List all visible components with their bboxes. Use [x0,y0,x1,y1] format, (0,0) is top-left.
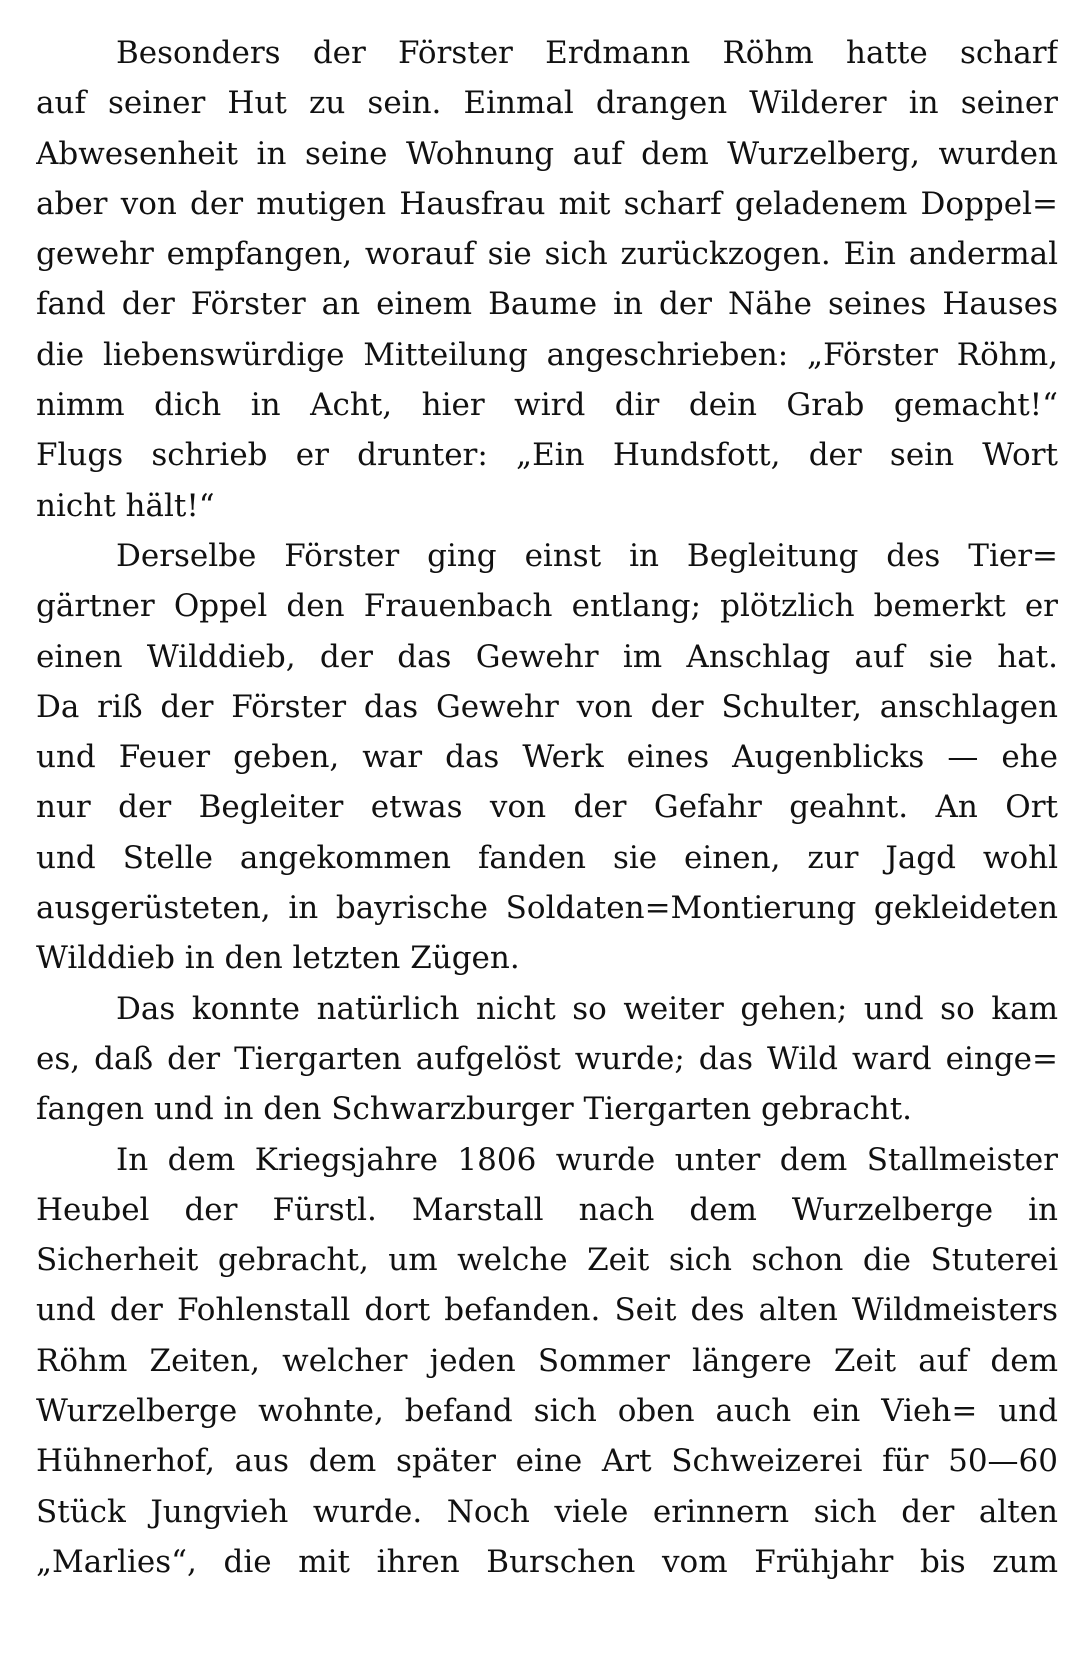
text-line: Wurzelberge wohnte, befand sich oben auch ein Vieh= und [36,1393,1058,1430]
text-line: und Stelle angekommen fanden sie einen, zur Jagd wohl [36,839,1058,876]
text-line: Wilddieb in den letzten Zügen. [36,940,520,977]
text-line: Abwesenheit in seine Wohnung auf dem Wurzelberg, wurden [36,135,1058,172]
text-line: Besonders der Förster Erdmann Röhm hatte scharf [116,35,1058,71]
text-line: Das konnte natürlich nicht so weiter gehen; und so kam [116,990,1058,1027]
text-line: nimm dich in Acht, hier wird dir dein Grab gemacht!“ [36,387,1058,424]
text-line: es, daß der Tiergarten aufgelöst wurde; das Wild ward einge= [36,1040,1058,1077]
paragraph-2 [36,531,1058,984]
text-line: Hühnerhof, aus dem später eine Art Schweizerei für 50—60 [36,1443,1058,1480]
text-line: nicht hält!“ [36,487,215,524]
text-line: aber von der mutigen Hausfrau mit scharf geladenem Doppel= [36,185,1058,222]
text-line: Derselbe Förster ging einst in Begleitung des Tier= [116,537,1058,574]
text-line: Da riß der Förster das Gewehr von der Schulter, anschlagen [36,688,1058,725]
paragraph-4 [36,1135,1058,1588]
text-line: Röhm Zeiten, welcher jeden Sommer längere Zeit auf dem [36,1342,1058,1379]
text-line: und der Fohlenstall dort befanden. Seit des alten Wildmeisters [36,1292,1058,1329]
text-line: In dem Kriegsjahre 1806 wurde unter dem Stallmeister [116,1141,1058,1178]
text-line: auf seiner Hut zu sein. Einmal drangen Wilderer in seiner [36,85,1058,122]
text-line: fand der Förster an einem Baume in der Nähe seines Hauses [36,286,1058,323]
text-line: die liebenswürdige Mitteilung angeschrieben: „Förster Röhm, [36,336,1058,373]
text-line: Flugs schrieb er drunter: „Ein Hundsfott, der sein Wort [36,437,1058,474]
text-line: „Marlies“, die mit ihren Burschen vom Frühjahr bis zum [36,1543,1058,1580]
text-line: einen Wilddieb, der das Gewehr im Anschlag auf sie hat. [36,638,1058,675]
text-line: und Feuer geben, war das Werk eines Augenblicks — ehe [36,739,1058,776]
text-line: gärtner Oppel den Frauenbach entlang; plötzlich bemerkt er [36,588,1058,625]
text-line: gewehr empfangen, worauf sie sich zurückzogen. Ein andermal [36,236,1058,273]
paragraph-1 [36,28,1058,531]
text-line: Stück Jungvieh wurde. Noch viele erinnern sich der alten [36,1493,1058,1530]
text-line: Sicherheit gebracht, um welche Zeit sich schon die Stuterei [36,1242,1058,1279]
page-text [36,28,1058,1587]
text-line: nur der Begleiter etwas von der Gefahr geahnt. An Ort [36,789,1058,826]
text-line: ausgerüsteten, in bayrische Soldaten=Montierung gekleideten [36,890,1058,927]
paragraph-3 [36,984,1058,1135]
text-line: fangen und in den Schwarzburger Tiergarten gebracht. [36,1091,913,1128]
text-line: Heubel der Fürstl. Marstall nach dem Wurzelberge in [36,1191,1058,1228]
